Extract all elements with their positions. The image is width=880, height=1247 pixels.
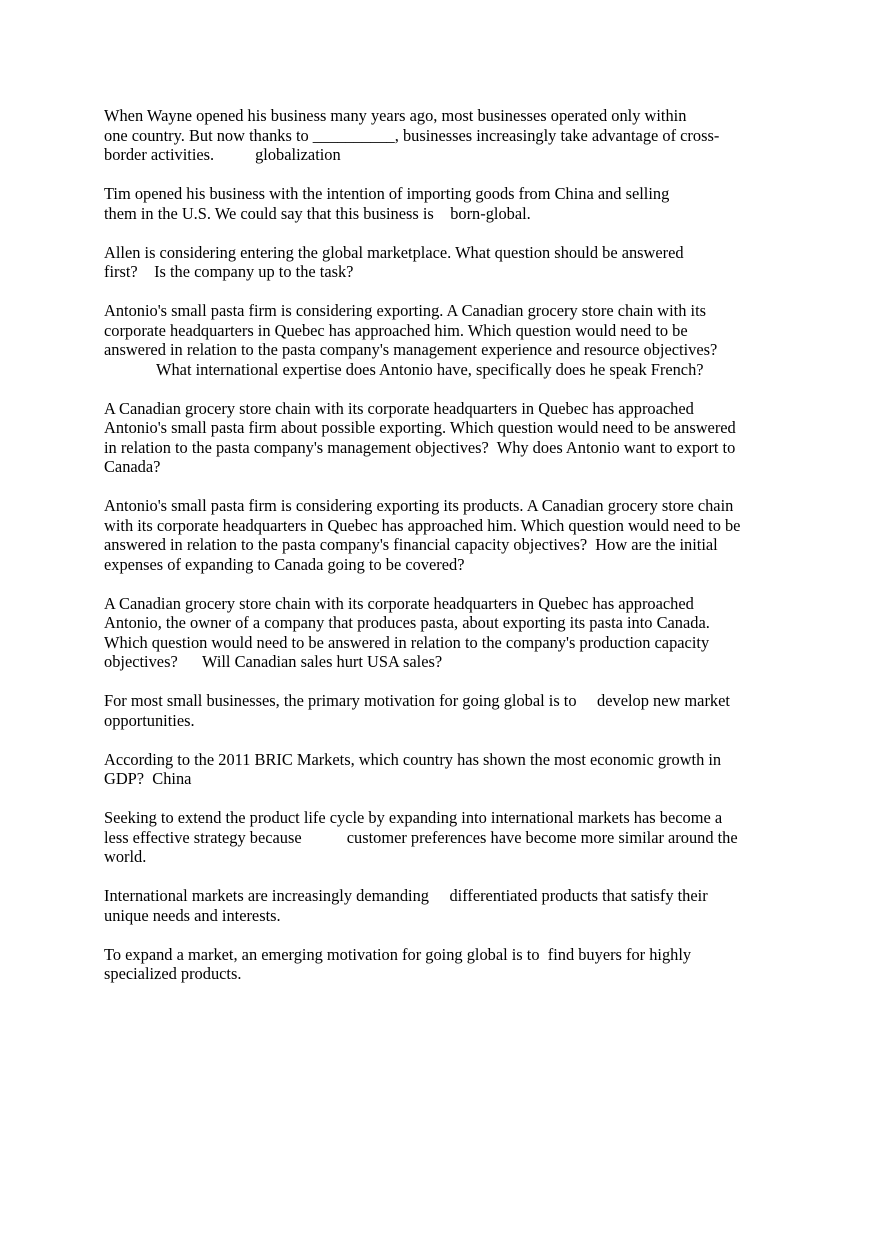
text-line: opportunities. bbox=[104, 710, 195, 730]
text-line: answered in relation to the pasta company's financial capacity objectives? How are the initial bbox=[104, 535, 718, 554]
text-line: corporate headquarters in Quebec has approached him. Which question would need to be bbox=[104, 320, 688, 340]
qa-item bbox=[104, 399, 794, 477]
text-line: border activities. globalization bbox=[104, 145, 341, 164]
text-line: Which question would need to be answered in relation to the company's production capacity bbox=[104, 632, 710, 652]
text-line: Antonio, the owner of a company that produces pasta, about exporting its pasta into Canada. bbox=[104, 613, 710, 632]
text-line: When Wayne opened his business many years ago, most businesses operated only within bbox=[104, 106, 687, 125]
qa-item bbox=[104, 594, 794, 672]
text-line: Tim opened his business with the intention of importing goods from China and selling bbox=[104, 184, 670, 203]
qa-item bbox=[104, 496, 794, 574]
text-line: answered in relation to the pasta company's management experience and resource objectives? bbox=[104, 340, 718, 359]
text-line: International markets are increasingly demanding differentiated products that satisfy their bbox=[104, 886, 708, 905]
qa-item bbox=[104, 243, 794, 282]
text-line: According to the 2011 BRIC Markets, which country has shown the most economic growth in bbox=[104, 749, 722, 769]
text-line: with its corporate headquarters in Quebec has approached him. Which question would need to be bbox=[104, 515, 741, 535]
document-body bbox=[104, 106, 794, 1003]
text-line: one country. But now thanks to __________, businesses increasingly take advantage of cross- bbox=[104, 125, 720, 145]
text-line: in relation to the pasta company's management objectives? Why does Antonio want to export to bbox=[104, 437, 736, 457]
text-line: For most small businesses, the primary motivation for going global is to develop new market bbox=[104, 691, 730, 710]
answer-line: What international expertise does Antonio have, specifically does he speak French? bbox=[156, 359, 704, 379]
text-line: GDP? China bbox=[104, 769, 192, 788]
text-line: them in the U.S. We could say that this business is born-global. bbox=[104, 203, 531, 223]
text-line: A Canadian grocery store chain with its corporate headquarters in Quebec has approached bbox=[104, 398, 694, 418]
text-line: To expand a market, an emerging motivation for going global is to find buyers for highly bbox=[104, 944, 692, 964]
text-line: Allen is considering entering the global marketplace. What question should be answered bbox=[104, 242, 684, 262]
qa-item bbox=[104, 691, 794, 730]
text-line: unique needs and interests. bbox=[104, 905, 281, 925]
text-line: A Canadian grocery store chain with its corporate headquarters in Quebec has approached bbox=[104, 593, 694, 613]
text-line: Antonio's small pasta firm is considering exporting its products. A Canadian grocery store chain bbox=[104, 496, 734, 515]
text-line: expenses of expanding to Canada going to be covered? bbox=[104, 554, 465, 574]
qa-item bbox=[104, 750, 794, 789]
qa-item bbox=[104, 301, 794, 379]
text-line: objectives? Will Canadian sales hurt USA sales? bbox=[104, 652, 443, 671]
text-line: specialized products. bbox=[104, 964, 242, 983]
qa-item bbox=[104, 184, 794, 223]
text-line: less effective strategy because customer preferences have become more similar around the bbox=[104, 827, 738, 847]
text-line: Antonio's small pasta firm is considering exporting. A Canadian grocery store chain with its bbox=[104, 301, 707, 320]
text-line: Canada? bbox=[104, 457, 161, 476]
qa-item bbox=[104, 945, 794, 984]
qa-item bbox=[104, 106, 794, 165]
text-line: world. bbox=[104, 847, 147, 866]
qa-item bbox=[104, 808, 794, 867]
text-line: Antonio's small pasta firm about possible exporting. Which question would need to be answered bbox=[104, 418, 736, 437]
text-line: Seeking to extend the product life cycle by expanding into international markets has become a bbox=[104, 808, 723, 827]
text-line: first? Is the company up to the task? bbox=[104, 262, 354, 281]
qa-item bbox=[104, 886, 794, 925]
